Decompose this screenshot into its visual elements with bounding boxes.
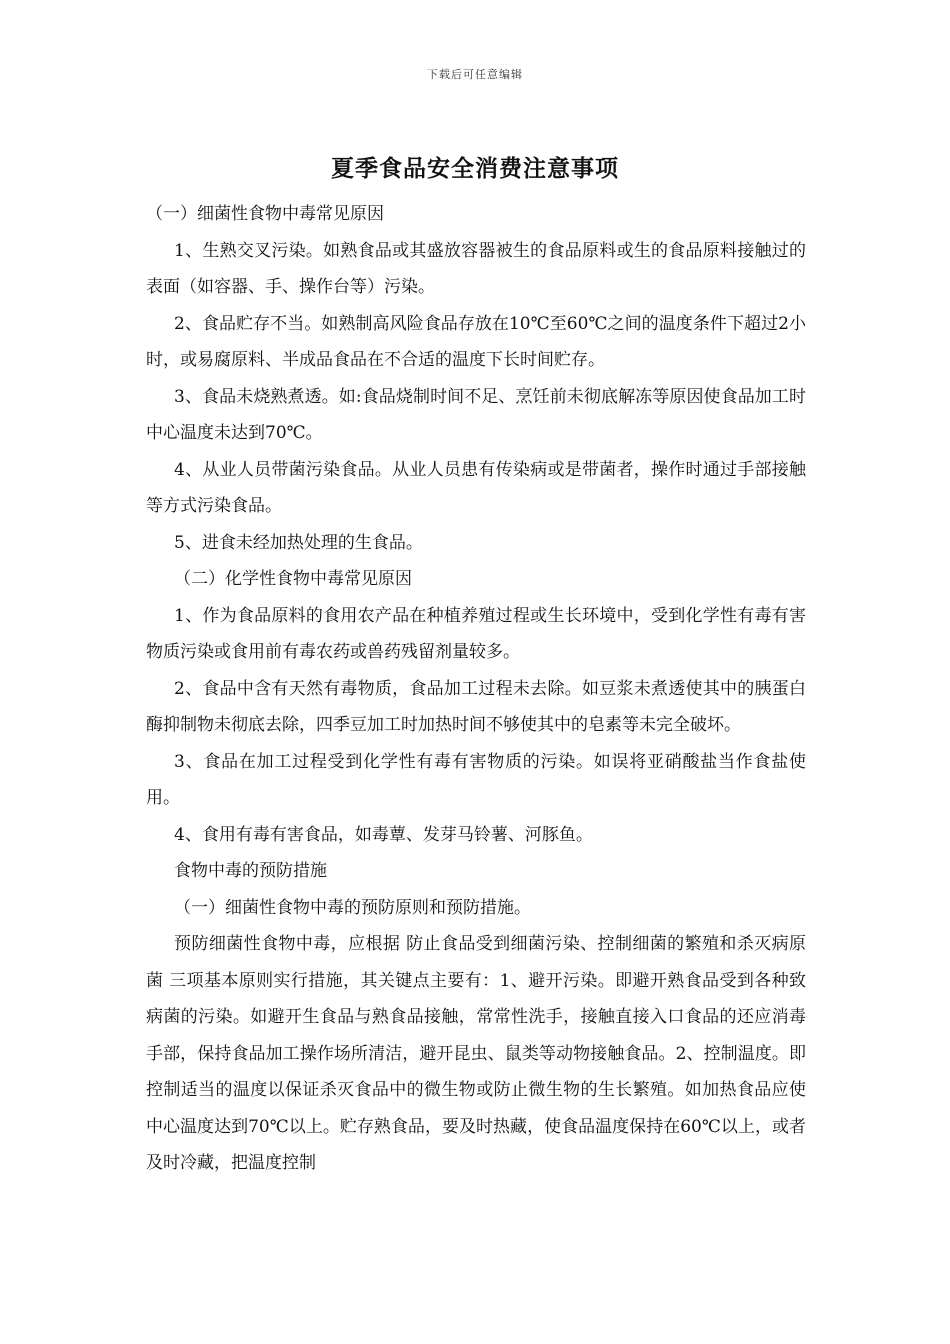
paragraph: 5、进食未经加热处理的生食品。 (174, 532, 423, 553)
paragraph: 2、食品中含有天然有毒物质，食品加工过程未去除。如豆浆未煮透使其中的胰蛋白酶抑制物未彻底去除，四季豆加工时加热时间不够使其中的皂素等未完全破坏。 (146, 678, 806, 735)
header-note: 下载后可任意编辑 (427, 68, 523, 81)
paragraph: 3、食品在加工过程受到化学性有毒有害物质的污染。如误将亚硝酸盐当作食盐使用。 (146, 751, 806, 808)
section-heading: 食物中毒的预防措施 (174, 861, 328, 881)
document-body (146, 196, 806, 1182)
paragraph: 2、食品贮存不当。如熟制高风险食品存放在10℃至60℃之间的温度条件下超过2小时，或易腐原料、半成品食品在不合适的温度下长时间贮存。 (146, 313, 806, 370)
paragraph: 3、食品未烧熟煮透。如:食品烧制时间不足、烹饪前未彻底解冻等原因使食品加工时中心温度未达到70℃。 (146, 386, 806, 443)
section-heading: （一）细菌性食物中毒常见原因 (146, 204, 384, 224)
paragraph: 1、生熟交叉污染。如熟食品或其盛放容器被生的食品原料或生的食品原料接触过的表面（如容器、手、操作台等）污染。 (146, 240, 806, 297)
section-heading: （二）化学性食物中毒常见原因 (174, 569, 413, 589)
section-heading: （一）细菌性食物中毒的预防原则和预防措施。 (174, 897, 532, 918)
paragraph: 4、从业人员带菌污染食品。从业人员患有传染病或是带菌者，操作时通过手部接触等方式污染食品。 (146, 459, 806, 516)
paragraph: 4、食用有毒有害食品，如毒蕈、发芽马铃薯、河豚鱼。 (174, 824, 593, 845)
paragraph: 预防细菌性食物中毒，应根据 防止食品受到细菌污染、控制细菌的繁殖和杀灭病原菌 三项基本原则实行措施，其关键点主要有：1、避开污染。即避开熟食品受到各种致病菌的污染。如避开生食品与熟食品接触，常常性洗手，接触直接入口食品的还应消毒手部，保持食品加工操作场所清洁，避开昆虫、鼠类等动物接触食品。2、控制温度。即控制适当的温度以保证杀灭食品中的微生物或防止微生物的生长繁殖。如加热食品应使中心温度达到70℃以上。贮存熟食品，要及时热藏，使食品温度保持在60℃以上，或者及时冷藏，把温度控制 (146, 934, 806, 1173)
paragraph: 1、作为食品原料的食用农产品在种植养殖过程或生长环境中，受到化学性有毒有害物质污染或食用前有毒农药或兽药残留剂量较多。 (146, 605, 806, 662)
document-title: 夏季食品安全消费注意事项 (331, 155, 619, 182)
